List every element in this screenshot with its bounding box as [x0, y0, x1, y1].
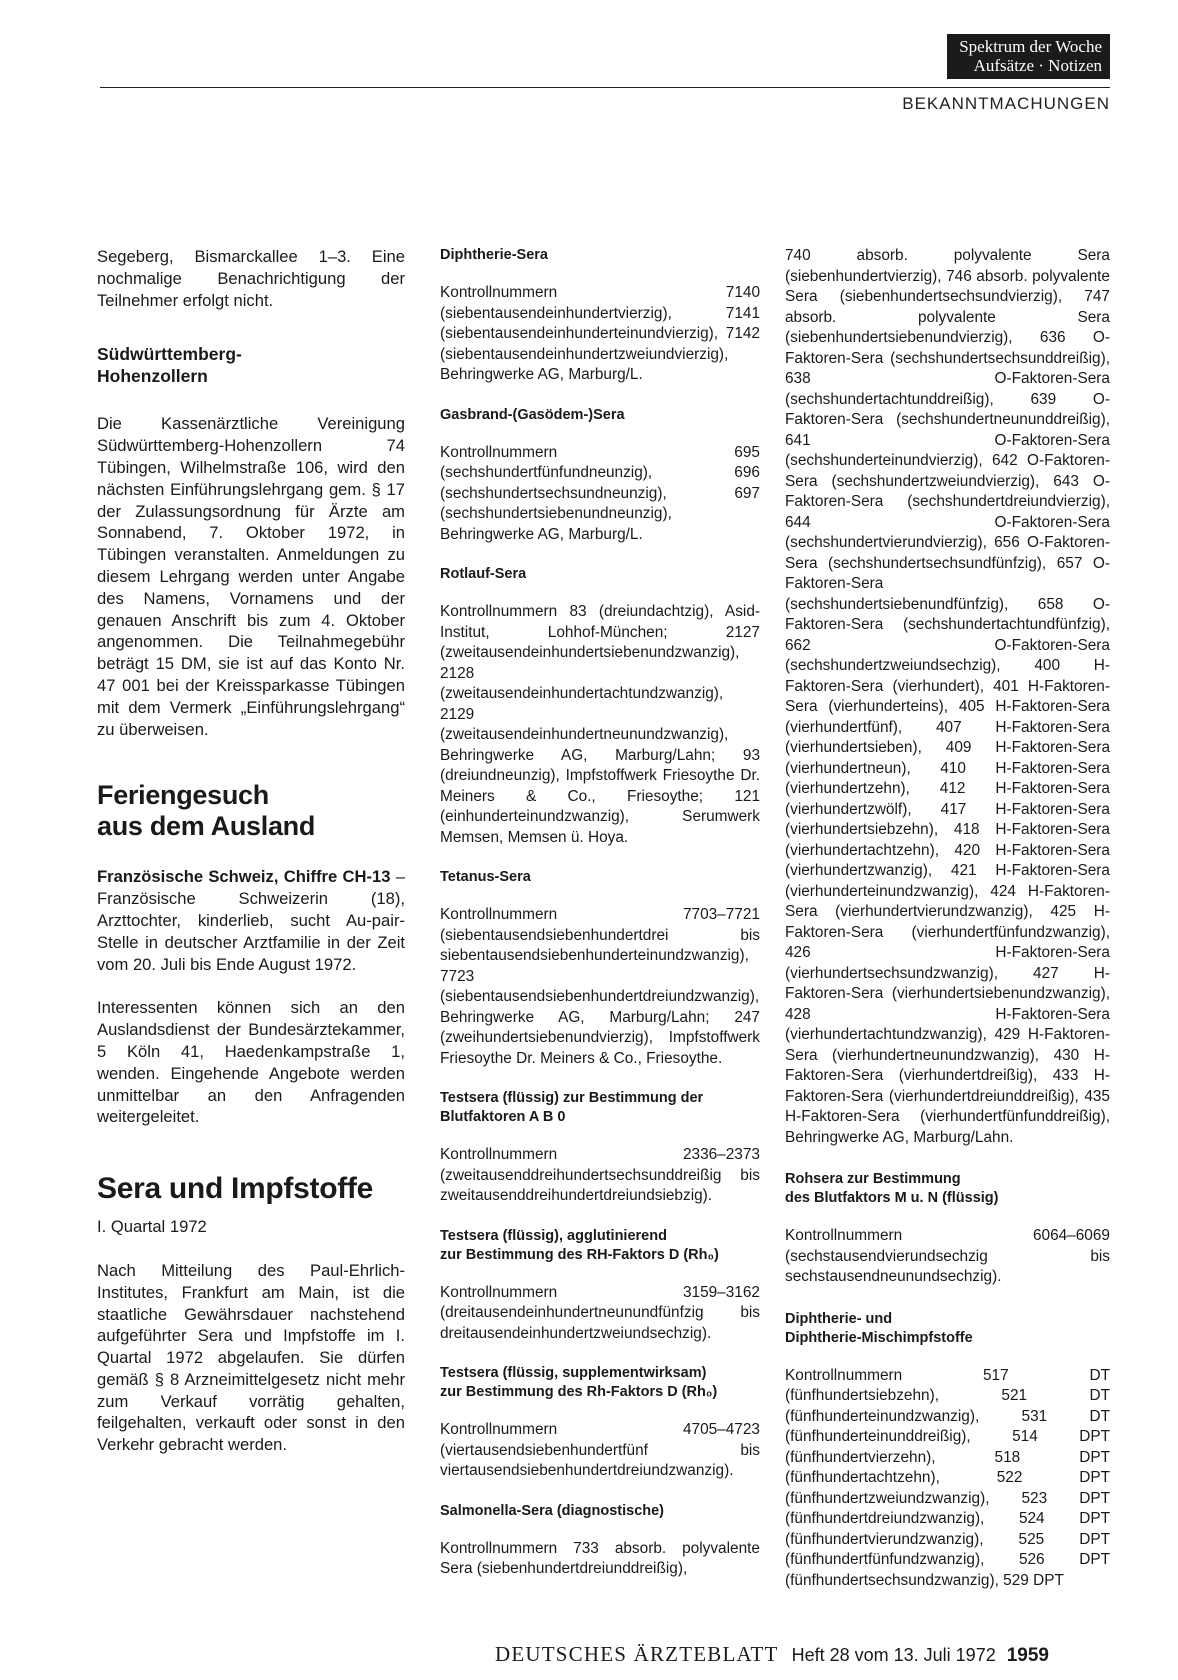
rohsera-text: Kontrollnummern 6064–6069 (sechstausendvierundsechzig bis sechstausendneunundsechzig). [785, 1227, 1110, 1285]
subsection-paragraph: Die Kassenärztliche Vereinigung Südwürttemberg-Hohenzollern 74 Tübingen, Wilhelmstraße 106, wird den nächsten Einführungslehrgang gem. § 17 der Zulassungsordnung für Ärzte am Sonnabend, 7. Oktober 1972, in Tübingen veranstalten. Anmeldungen zu diesem Lehrgang werden unter Angabe des Namens, Vornamens und der genauen Anschrift bis zum 4. Oktober angenommen. Die Teilnahmegebühr beträgt 15 DM, sie ist auf das Konto Nr. 47 001 bei der Kreissparkasse Tübingen mit dem Vermerk „Einführungslehrgang“ zu überweisen. [97, 414, 405, 739]
testsera-agg-heading: Testsera (flüssig), agglutinierend zur Bestimmung des RH-Faktors D (Rh₀) [440, 1227, 719, 1263]
diphtherie-sera-heading: Diphtherie-Sera [440, 247, 548, 263]
diphtherie-misch-heading: Diphtherie- und Diphtherie-Mischimpfstoffe [785, 1310, 973, 1346]
header-rule [100, 87, 1110, 88]
gasbrand-text: Kontrollnummern 695 (sechshundertfünfundneunzig), 696 (sechshundertsechsundneunzig), 697 (sechshundertsiebenundneunzig), Behringwerke AG, Marburg/L. [440, 443, 760, 543]
section-label: BEKANNTMACHUNGEN [902, 94, 1110, 113]
tetanus-text: Kontrollnummern 7703–7721 (siebentausendsiebenhundertdrei bis siebentausendsiebenhunderteinundzwanzig), 7723 (siebentausendsiebenhundertdreiundzwanzig), Behringwerke AG, Marburg/Lahn; 247 (zweihundertsiebenundvierzig), Impfstoffwerk Friesoythe Dr. Meiners & Co., Friesoythe. [440, 906, 760, 1067]
tetanus-heading: Tetanus-Sera [440, 869, 531, 885]
page-footer [495, 1642, 1049, 1667]
sera-heading: Sera und Impfstoffe [97, 1172, 373, 1206]
subsection-heading: Südwürttemberg- Hohenzollern [97, 344, 242, 387]
masthead-subtitle: Aufsätze · Notizen [973, 56, 1102, 75]
testsera-abo-text: Kontrollnummern 2336–2373 (zweitausenddreihundertsechsunddreißig bis zweitausenddreihundertdreiundsiebzig). [440, 1146, 760, 1204]
salmonella-continued-text: 740 absorb. polyvalente Sera (siebenhundertvierzig), 746 absorb. polyvalente Sera (siebenhundertsechsundvierzig), 747 absorb. polyvalente Sera (siebenhundertsiebenundvierzig), 636 O-Faktoren-Sera (sechshundertsechsunddreißig), 638 O-Faktoren-Sera (sechshundertachtunddreißig), 639 O-Faktoren-Sera (sechshundertneununddreißig), 641 O-Faktoren-Sera (sechshunderteinundvierzig), 642 O-Faktoren-Sera (sechshundertzweiundvierzig), 643 O-Faktoren-Sera (sechshundertdreiundvierzig), 644 O-Faktoren-Sera (sechshundertvierundvierzig), 656 O-Faktoren-Sera (sechshundertsechsundfünfzig), 657 O-Faktoren-Sera (sechshundertsiebenundfünfzig), 658 O-Faktoren-Sera (sechshundertachtundfünfzig), 662 O-Faktoren-Sera (sechshundertzweiundsechzig), 400 H-Faktoren-Sera (vierhundert), 401 H-Faktoren-Sera (vierhunderteins), 405 H-Faktoren-Sera (vierhundertfünf), 407 H-Faktoren-Sera (vierhundertsieben), 409 H-Faktoren-Sera (vierhundertneun), 410 H-Faktoren-Sera (vierhundertzehn), 412 H-Faktoren-Sera (vierhundertzwölf), 417 H-Faktoren-Sera (vierhundertsiebzehn), 418 H-Faktoren-Sera (vierhundertachtzehn), 420 H-Faktoren-Sera (vierhundertzwanzig), 421 H-Faktoren-Sera (vierhunderteinundzwanzig), 424 H-Faktoren-Sera (vierhundertvierundzwanzig), 425 H-Faktoren-Sera (vierhundertfünfundzwanzig), 426 H-Faktoren-Sera (vierhundertsechsundzwanzig), 427 H-Faktoren-Sera (vierhundertsiebenundzwanzig), 428 H-Faktoren-Sera (vierhundertachtundzwanzig), 429 H-Faktoren-Sera (vierhundertneunundzwanzig), 430 H-Faktoren-Sera (vierhundertdreißig), 433 H-Faktoren-Sera (vierhundertdreiunddreißig), 435 H-Faktoren-Sera (vierhundertfünfunddreißig), Behringwerke AG, Marburg/Lahn. [785, 247, 1110, 1146]
rotlauf-text: Kontrollnummern 83 (dreiundachtzig), Asid-Institut, Lohhof-München; 2127 (zweitausendeinhundertsiebenundzwanzig), 2128 (zweitausendeinhundertachtundzwanzig), 2129 (zweitausendeinhundertneunundzwanzig), Behringwerke AG, Marburg/Lahn; 93 (dreiundneunzig), Impfstoffwerk Friesoythe Dr. Meiners & Co., Friesoythe; 121 (einhunderteinundzwanzig), Serumwerk Memsen, Memsen ü. Hoya. [440, 603, 760, 846]
feriengesuch-paragraph [97, 866, 405, 975]
sera-paragraph: Nach Mitteilung des Paul-Ehrlich-Institutes, Frankfurt am Main, ist die staatliche Gewährsdauer nachstehend aufgeführter Sera und Impfstoffe im I. Quartal 1972 abgelaufen. Sie dürfen gemäß § 8 Arzneimittelgesetz nicht mehr zum Verkauf vorrätig gehalten, feilgehalten, verkauft oder sonst in den Verkehr gebracht werden. [97, 1260, 405, 1455]
column-right [785, 246, 1110, 1591]
rotlauf-heading: Rotlauf-Sera [440, 566, 527, 582]
feriengesuch-lead: Französische Schweiz, Chiffre CH-13 [97, 867, 391, 887]
sera-quarter: I. Quartal 1972 [97, 1217, 207, 1237]
testsera-supp-text: Kontrollnummern 4705–4723 (viertausendsiebenhundertfünf bis viertausendsiebenhundertdreiundzwanzig). [440, 1421, 760, 1479]
feriengesuch-paragraph-2: Interessenten können sich an den Auslandsdienst der Bundesärztekammer, 5 Köln 41, Haedenkampstraße 1, wenden. Eingehende Angebote werden unmittelbar an den Anfragenden weitergeleitet. [97, 998, 405, 1127]
rohsera-heading: Rohsera zur Bestimmung des Blutfaktors M u. N (flüssig) [785, 1171, 999, 1206]
diphtherie-sera-text: Kontrollnummern 7140 (siebentausendeinhundertvierzig), 7141 (siebentausendeinhunderteinundvierzig), 7142 (siebentausendeinhundertzweiundvierzig), Behringwerke AG, Marburg/L. [440, 284, 760, 383]
feriengesuch-text: – Französische Schweizerin (18), Arzttochter, kinderlieb, sucht Au-pair-Stelle in deutscher Arztfamilie in der Zeit vom 20. Juli bis Ende August 1972. [97, 867, 405, 974]
footer-page-number: 1959 [1006, 1645, 1050, 1666]
testsera-supp-heading: Testsera (flüssig, supplementwirksam) zur Bestimmung des Rh-Faktors D (Rh₀) [440, 1365, 718, 1400]
masthead-box [947, 34, 1110, 79]
intro-paragraph: Segeberg, Bismarckallee 1–3. Eine nochmalige Benachrichtigung der Teilnehmer erfolgt nicht. [97, 247, 405, 310]
footer-journal: DEUTSCHES ÄRZTEBLATT [495, 1642, 779, 1666]
column-middle [440, 246, 760, 1580]
salmonella-heading: Salmonella-Sera (diagnostische) [440, 1502, 665, 1519]
salmonella-text: Kontrollnummern 733 absorb. polyvalente Sera (siebenhundertdreiunddreißig), [440, 1539, 760, 1577]
column-left [97, 246, 405, 1456]
masthead-title: Spektrum der Woche [959, 37, 1102, 56]
testsera-abo-heading: Testsera (flüssig) zur Bestimmung der Blutfaktoren A B 0 [440, 1090, 704, 1125]
gasbrand-heading: Gasbrand-(Gasödem-)Sera [440, 406, 625, 423]
testsera-agg-text: Kontrollnummern 3159–3162 (dreitausendeinhundertneunundfünfzig bis dreitausendeinhundertzweiundsechzig). [440, 1283, 760, 1342]
footer-issue: Heft 28 vom 13. Juli 1972 [791, 1645, 996, 1665]
diphtherie-misch-text: Kontrollnummern 517 DT (fünfhundertsiebzehn), 521 DT (fünfhunderteinundzwanzig), 531 DT (fünfhunderteinunddreißig), 514 DPT (fünfhundertvierzehn), 518 DPT (fünfhundertachtzehn), 522 DPT (fünfhundertzweiundzwanzig), 523 DPT (fünfhundertdreiundzwanzig), 524 DPT (fünfhundertvierundzwanzig), 525 DPT (fünfhundertfünfundzwanzig), 526 DPT (fünfhundertsechsundzwanzig), 529 DPT [785, 1366, 1110, 1589]
feriengesuch-heading: Feriengesuch aus dem Ausland [97, 780, 316, 842]
